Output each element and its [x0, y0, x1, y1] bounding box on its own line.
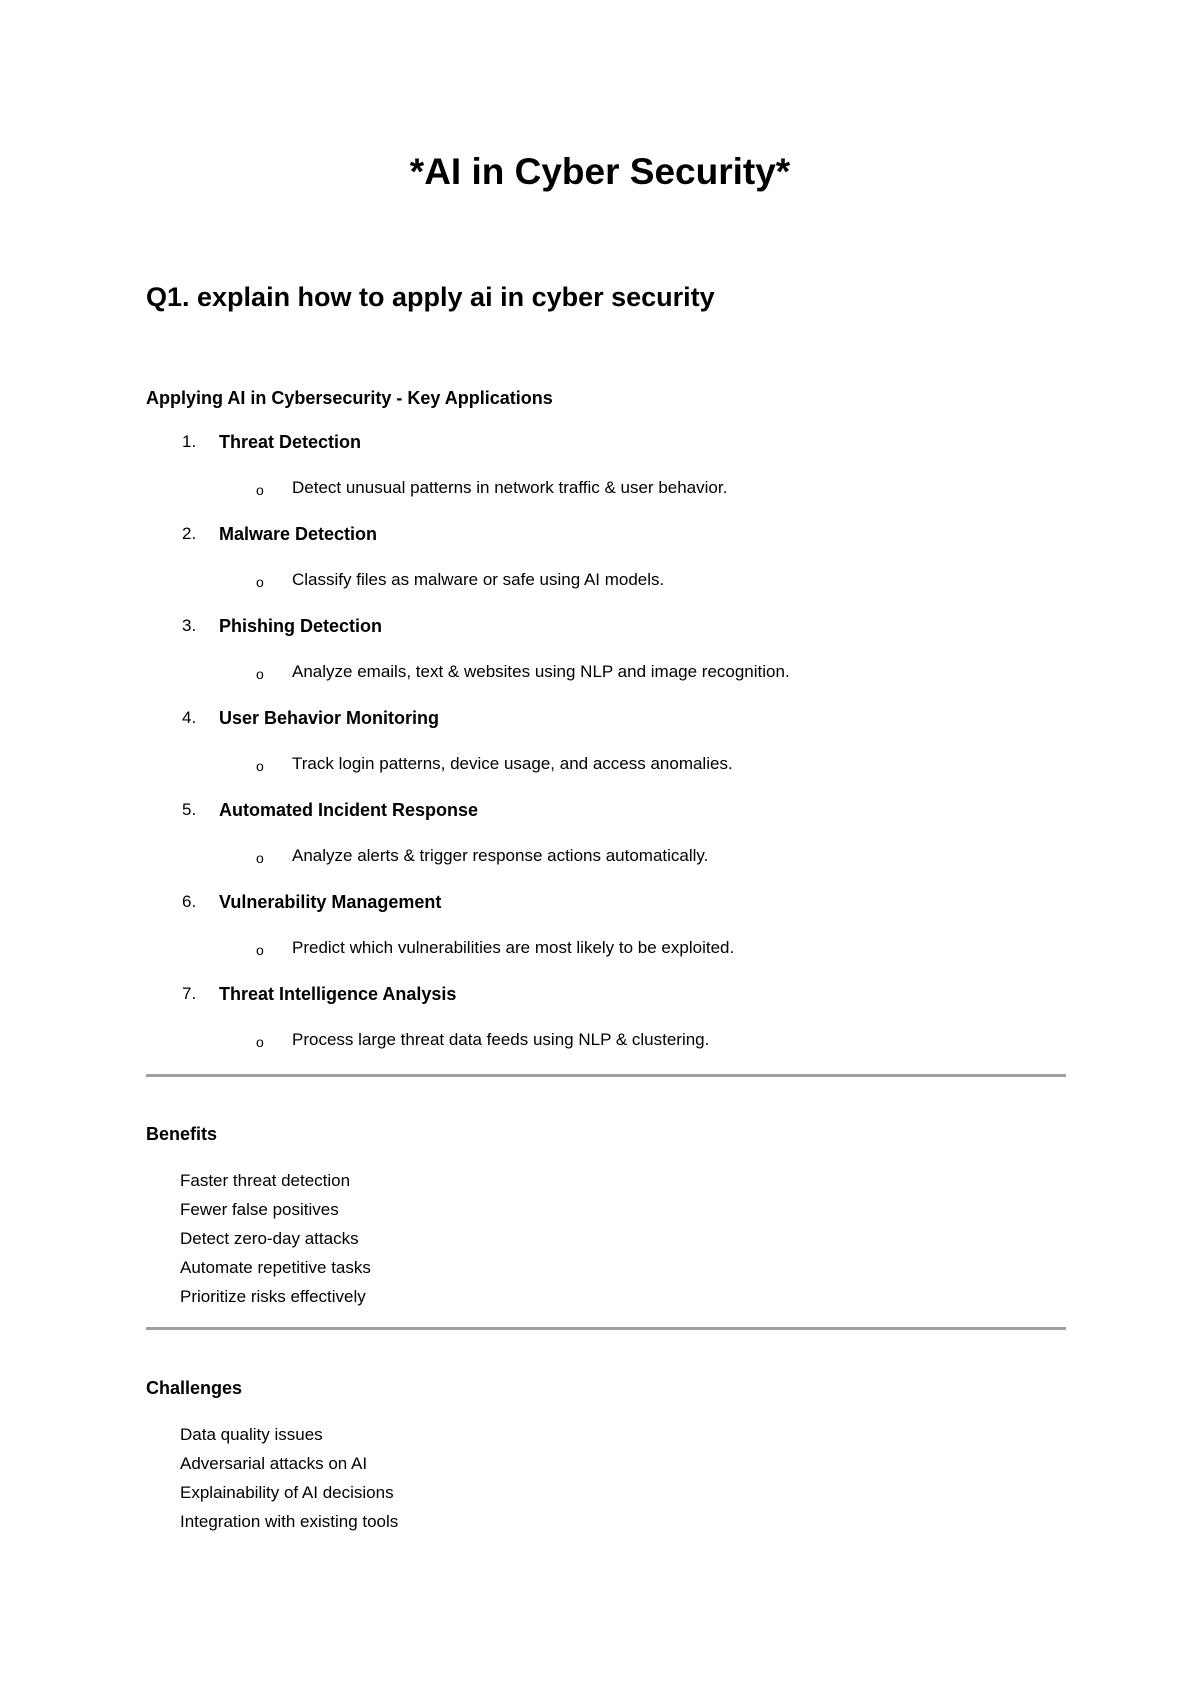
application-detail: Process large threat data feeds using NLP & clustering. [292, 1030, 710, 1049]
challenges-heading: Challenges [146, 1378, 243, 1398]
challenges-list [180, 1420, 398, 1536]
benefit-item: Detect zero-day attacks [180, 1229, 359, 1248]
challenge-item: Adversarial attacks on AI [180, 1454, 368, 1473]
sub-bullet-icon: o [256, 482, 264, 498]
application-number: 1. [182, 432, 197, 451]
application-detail: Analyze emails, text & websites using NLP and image recognition. [292, 662, 790, 681]
application-item-threat-detection [146, 430, 1066, 522]
application-detail: Track login patterns, device usage, and access anomalies. [292, 754, 733, 773]
application-number: 5. [182, 800, 197, 819]
application-item-vulnerability-management [146, 890, 1066, 982]
sub-bullet-icon: o [256, 850, 264, 866]
sub-bullet-icon: o [256, 758, 264, 774]
sub-bullet-icon: o [256, 574, 264, 590]
challenge-item: Data quality issues [180, 1425, 323, 1444]
benefits-list [180, 1166, 371, 1311]
application-number: 7. [182, 984, 197, 1003]
application-title: Vulnerability Management [219, 892, 442, 912]
application-title: Malware Detection [219, 524, 378, 544]
application-number: 6. [182, 892, 197, 911]
application-item-malware-detection [146, 522, 1066, 614]
application-title: Threat Detection [219, 432, 362, 452]
benefit-item: Faster threat detection [180, 1171, 351, 1190]
sub-bullet-icon: o [256, 1034, 264, 1050]
application-detail: Predict which vulnerabilities are most likely to be exploited. [292, 938, 735, 957]
application-number: 3. [182, 616, 197, 635]
application-number: 4. [182, 708, 197, 727]
application-title: User Behavior Monitoring [219, 708, 440, 728]
document-title: *AI in Cyber Security* [409, 151, 791, 192]
sub-bullet-icon: o [256, 666, 264, 682]
benefits-heading: Benefits [146, 1124, 218, 1144]
sub-bullet-icon: o [256, 942, 264, 958]
application-item-user-behavior-monitoring [146, 706, 1066, 798]
application-title: Phishing Detection [219, 616, 383, 636]
application-detail: Analyze alerts & trigger response actions automatically. [292, 846, 709, 865]
application-title: Threat Intelligence Analysis [219, 984, 457, 1004]
application-item-automated-incident-response [146, 798, 1066, 890]
challenge-item: Integration with existing tools [180, 1512, 399, 1531]
horizontal-rule [146, 1327, 1066, 1330]
challenge-item: Explainability of AI decisions [180, 1483, 394, 1502]
question-heading: Q1. explain how to apply ai in cyber security [146, 282, 715, 312]
benefit-item: Fewer false positives [180, 1200, 339, 1219]
application-detail: Detect unusual patterns in network traffic & user behavior. [292, 478, 728, 497]
application-title: Automated Incident Response [219, 800, 479, 820]
application-number: 2. [182, 524, 197, 543]
applications-list [146, 430, 1066, 1074]
benefit-item: Automate repetitive tasks [180, 1258, 371, 1277]
horizontal-rule [146, 1074, 1066, 1077]
application-detail: Classify files as malware or safe using AI models. [292, 570, 665, 589]
applications-heading: Applying AI in Cybersecurity - Key Applications [146, 388, 553, 408]
benefit-item: Prioritize risks effectively [180, 1287, 366, 1306]
application-item-threat-intelligence-analysis [146, 982, 1066, 1074]
application-item-phishing-detection [146, 614, 1066, 706]
